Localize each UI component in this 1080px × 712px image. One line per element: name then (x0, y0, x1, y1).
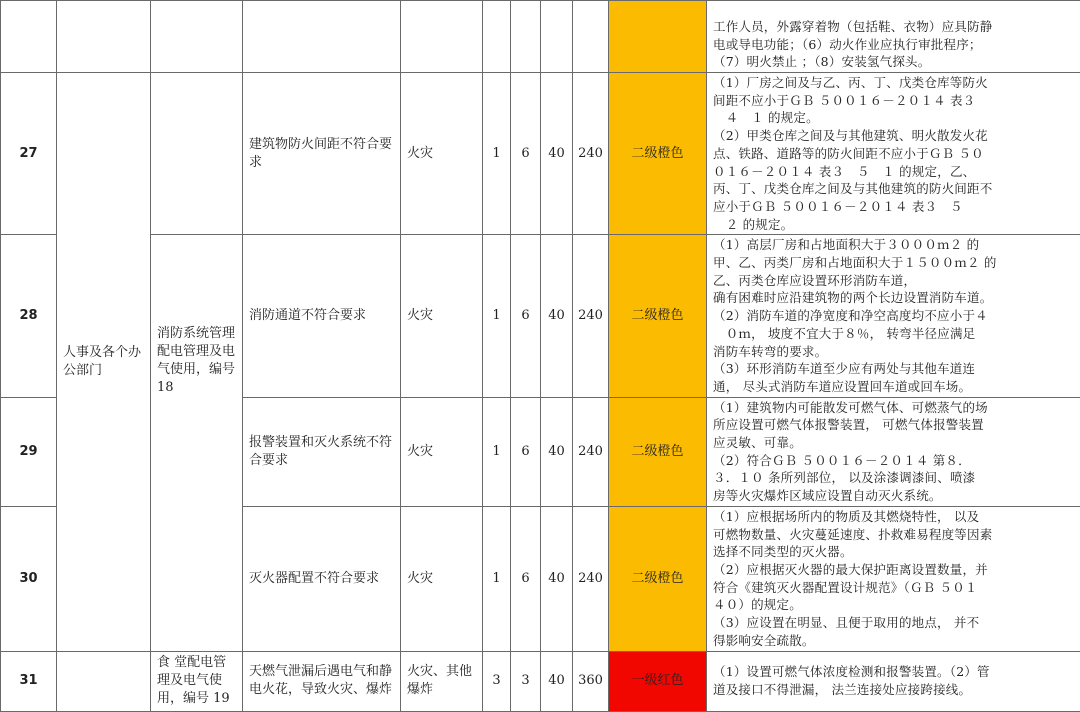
measure-line: 确有困难时应沿建筑物的两个长边设置消防车道。 (713, 289, 1076, 307)
value-c: 40 (541, 651, 573, 711)
value-c: 40 (541, 235, 573, 397)
measure-line: （1）应根据场所内的物质及其燃烧特性， 以及 (713, 508, 1076, 526)
c-cell (541, 1, 573, 73)
measure-line: 房等火灾爆炸区域应设置自动灭火系统。 (713, 487, 1076, 505)
accident-type: 火灾、其他爆炸 (401, 651, 483, 711)
measure-line: 符合《建筑灭火器配置设计规范》（ＧＢ ５０１ (713, 579, 1076, 597)
measure-line: （7）明火禁止 ；（8）安装氢气探头。 (713, 53, 1076, 71)
value-e: 6 (511, 73, 541, 235)
value-l: 1 (483, 397, 511, 506)
measure-line: 可燃物数量、火灾蔓延速度、扑救难易程度等因素 (713, 526, 1076, 544)
hazard-description: 灭火器配置不符合要求 (243, 506, 401, 651)
value-l: 1 (483, 235, 511, 397)
value-c: 40 (541, 73, 573, 235)
value-l: 1 (483, 506, 511, 651)
measure-line: （2）应根据灭火器的最大保护距离设置数量，并 (713, 561, 1076, 579)
measure-line: 得影响安全疏散。 (713, 632, 1076, 650)
hazard-cell (243, 1, 401, 73)
value-e: 3 (511, 651, 541, 711)
measure-line: （1）厂房之间及与乙、丙、丁、戊类仓库等防火 (713, 74, 1076, 92)
measure-line: 所应设置可燃气体报警装置， 可燃气体报警装置 (713, 416, 1076, 434)
measure-line: （1）高层厂房和占地面积大于３０００ｍ２ 的 (713, 236, 1076, 254)
measure-line: 工作人员，外露穿着物（包括鞋、衣物）应具防静 (713, 18, 1076, 36)
e-cell (511, 1, 541, 73)
measures-cell (707, 397, 1080, 506)
row-number: 28 (1, 235, 57, 397)
measure-line: （2）甲类仓库之间及与其他建筑、明火散发火花 (713, 127, 1076, 145)
hazard-description: 消防通道不符合要求 (243, 235, 401, 397)
measures-cell (707, 1, 1080, 73)
risk-level: 二级橙色 (609, 506, 707, 651)
department-cell: 人事及各个办公部门 (57, 73, 151, 652)
measure-line: 乙、丙类仓库应设置环形消防车道， (713, 272, 1076, 290)
measure-line: （3）应设置在明显、且便于取用的地点， 并不 (713, 614, 1076, 632)
risk-level: 二级橙色 (609, 73, 707, 235)
unit-cell: 消防系统管理配电管理及电气使用，编号 18 (151, 235, 243, 651)
measure-line: 应小于ＧＢ ５００１６－２０１４ 表３ ５ (713, 198, 1076, 216)
risk-level: 二级橙色 (609, 397, 707, 506)
row-number: 27 (1, 73, 57, 235)
value-c: 40 (541, 397, 573, 506)
hazard-description: 建筑物防火间距不符合要求 (243, 73, 401, 235)
d-cell (573, 1, 609, 73)
value-l: 3 (483, 651, 511, 711)
accident-type: 火灾 (401, 73, 483, 235)
measure-line: （2）符合ＧＢ ５００１６－２０１４ 第８． (713, 452, 1076, 470)
measure-line: 选择不同类型的灭火器。 (713, 543, 1076, 561)
measures-cell (707, 73, 1080, 235)
measure-line: 应灵敏、可靠。 (713, 434, 1076, 452)
measures-cell (707, 651, 1080, 711)
dept-cell (57, 1, 151, 73)
unit-cell (151, 1, 243, 73)
measure-line: 间距不应小于ＧＢ ５００１６－２０１４ 表３ (713, 92, 1076, 110)
measure-line: 点、铁路、道路等的防火间距不应小于ＧＢ ５０ (713, 145, 1076, 163)
measure-line: 丙、丁、戊类仓库之间及与其他建筑的防火间距不 (713, 180, 1076, 198)
value-d: 240 (573, 397, 609, 506)
table-row (1, 651, 1080, 711)
measure-line: 通， 尽头式消防车道应设置回车道或回车场。 (713, 378, 1076, 396)
l-cell (483, 1, 511, 73)
value-e: 6 (511, 506, 541, 651)
measure-line: 道及接口不得泄漏， 法兰连接处应接跨接线。 (713, 681, 1076, 699)
accident-type: 火灾 (401, 235, 483, 397)
unit-cell: 食 堂配电管理及电气使用，编号 19 (151, 651, 243, 711)
measure-line: 电或导电功能；（6）动火作业应执行审批程序； (713, 36, 1076, 54)
table-row (1, 73, 1080, 235)
measure-line: ４０）的规定。 (713, 596, 1076, 614)
value-d: 240 (573, 235, 609, 397)
value-l: 1 (483, 73, 511, 235)
row-number: 30 (1, 506, 57, 651)
no-cell (1, 1, 57, 73)
department-cell (57, 651, 151, 711)
measure-line: 甲、乙、丙类厂房和占地面积大于１５００ｍ２ 的 (713, 254, 1076, 272)
measure-line: ０１６－２０１４ 表３ ５ １ 的规定，乙、 (713, 163, 1076, 181)
value-d: 360 (573, 651, 609, 711)
value-d: 240 (573, 506, 609, 651)
row-number: 29 (1, 397, 57, 506)
measure-line: ０ｍ， 坡度不宜大于８％， 转弯半径应满足 (713, 325, 1076, 343)
table-row (1, 1, 1080, 73)
value-c: 40 (541, 506, 573, 651)
hazard-description: 天燃气泄漏后遇电气和静电火花，导致火灾、爆炸 (243, 651, 401, 711)
measure-line: ２ 的规定。 (713, 216, 1076, 234)
measure-line: （3）环形消防车道至少应有两处与其他车道连 (713, 360, 1076, 378)
value-d: 240 (573, 73, 609, 235)
accident-cell (401, 1, 483, 73)
measure-line: （1）设置可燃气体浓度检测和报警装置。（2）管 (713, 663, 1076, 681)
table-row (1, 235, 1080, 397)
value-e: 6 (511, 235, 541, 397)
measure-line: ４ １ 的规定。 (713, 109, 1076, 127)
value-e: 6 (511, 397, 541, 506)
measures-cell (707, 506, 1080, 651)
risk-level-cell (609, 1, 707, 73)
measures-cell (707, 235, 1080, 397)
measure-line: （2）消防车道的净宽度和净空高度均不应小于４ (713, 307, 1076, 325)
hazard-description: 报警装置和灭火系统不符合要求 (243, 397, 401, 506)
measure-line: 消防车转弯的要求。 (713, 343, 1076, 361)
row-number: 31 (1, 651, 57, 711)
measure-line: （1）建筑物内可能散发可燃气体、可燃蒸气的场 (713, 399, 1076, 417)
accident-type: 火灾 (401, 506, 483, 651)
unit-cell (151, 73, 243, 235)
accident-type: 火灾 (401, 397, 483, 506)
risk-level: 一级红色 (609, 651, 707, 711)
measure-line: ３．１０ 条所列部位， 以及涂漆调漆间、喷漆 (713, 469, 1076, 487)
risk-level: 二级橙色 (609, 235, 707, 397)
